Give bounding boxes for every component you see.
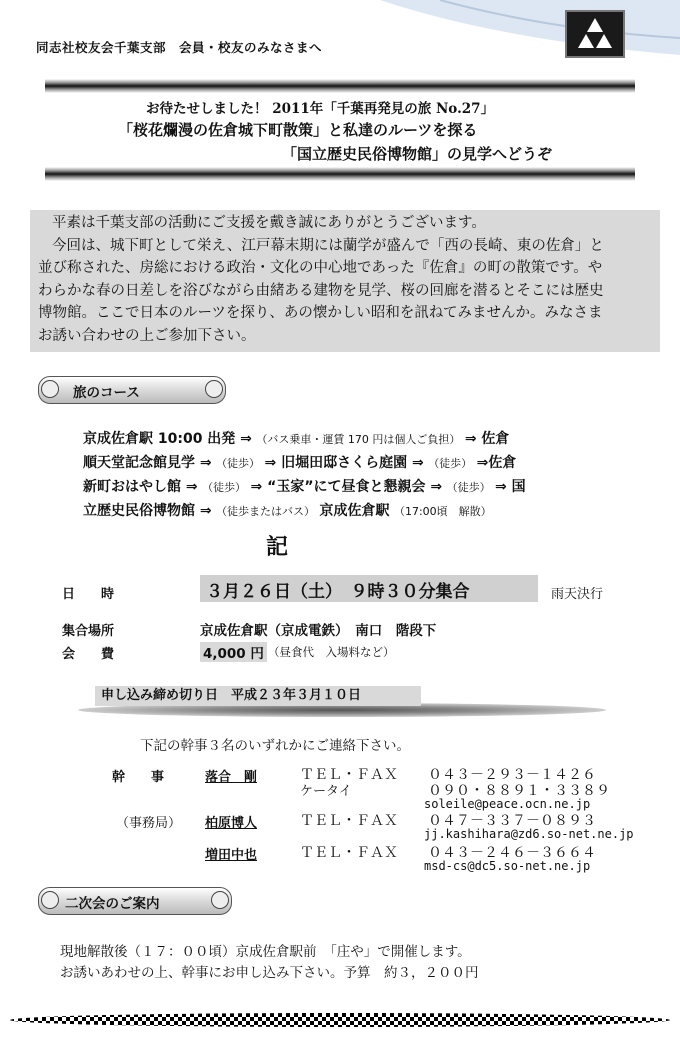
title-top-bar: [45, 79, 635, 93]
tel-label: ＴＥＬ・ＦＡＸ: [300, 767, 398, 783]
intro-line: 今回は、城下町として栄え、江戸幕末期には蘭学が盛んで「西の長崎、東の佐倉」と: [52, 237, 604, 254]
contact-intro: 下記の幹事３名のいずれかにご連絡下さい。: [140, 738, 410, 754]
course-line: 京成佐倉駅 10:00 出発 ⇒ （バス乗車・運賃 170 円は個人ご負担） ⇒ 佐倉: [83, 431, 510, 447]
intro-box: [30, 210, 660, 352]
second-party-heading-scroll: [38, 887, 232, 915]
second-party-heading: 二次会のご案内: [65, 896, 160, 912]
tel-number: ０４３－２４６－３６６４: [428, 845, 596, 861]
second-party-line: 現地解散後（１７：００頃）京成佐倉駅前 「庄や」で開催します。: [60, 944, 471, 960]
deadline-text: 申し込み締め切り日 平成２３年３月１０日: [95, 686, 421, 706]
fee-value: 4,000 円: [200, 642, 267, 662]
intro-line: 博物館。ここで日本のルーツを探り、あの懐かしい昭和を訊ねてみませんか。みなさま: [38, 305, 603, 321]
contact-name: 落合 剛: [205, 770, 258, 785]
office-label: （事務局）: [116, 816, 182, 831]
course-heading-scroll: [38, 376, 226, 404]
place-value: 京成佐倉駅（京成電鉄） 南口 階段下: [200, 623, 437, 639]
course-line: 立歴史民俗博物館 ⇒ （徒歩またはバス） 京成佐倉駅 （17:00頃 解散）: [83, 503, 492, 519]
intro-line: お誘い合わせの上ご参加下さい。: [38, 327, 256, 344]
email-link[interactable]: soleile@peace.ocn.ne.jp: [424, 797, 591, 811]
course-line: 順天堂記念館見学 ⇒ （徒歩） ⇒ 旧堀田邸さくら庭園 ⇒ （徒歩） ⇒佐倉: [83, 455, 517, 471]
title-bottom-bar: [45, 167, 635, 181]
date-label: 日 時: [62, 587, 115, 602]
header-swoosh: [380, 0, 680, 70]
tel-label: ＴＥＬ・ＦＡＸ: [300, 813, 398, 829]
tel-number: ０４７－３３７－０８９３: [428, 813, 596, 829]
title-line-3: 「国立歴史民俗博物館」の見学へどうぞ: [282, 145, 553, 163]
email-link[interactable]: jj.kashihara@zd6.so-net.ne.jp: [424, 827, 634, 841]
footer-decoration: [10, 1013, 670, 1027]
contact-name: 増田中也: [205, 848, 258, 863]
triforce-logo-icon: [565, 10, 625, 58]
place-label: 集合場所: [62, 624, 115, 639]
tel-number: ０４３－２９３－１４２６: [428, 767, 596, 783]
email-link[interactable]: msd-cs@dc5.so-net.ne.jp: [424, 859, 591, 873]
recipient-line: 同志社校友会千葉支部 会員・校友のみなさまへ: [36, 40, 323, 55]
course-line: 新町おはやし館 ⇒ （徒歩） ⇒ “玉家”にて昼食と懇親会 ⇒ （徒歩） ⇒ 国: [83, 479, 526, 495]
rain-note: 雨天決行: [551, 587, 604, 602]
title-line-1: お待たせしました！ 2011年「千葉再発見の旅 No.27」: [146, 101, 495, 117]
second-party-line: お誘いあわせの上、幹事にお申し込み下さい。予算 約３，２００円: [60, 965, 479, 981]
course-heading: 旅のコース: [73, 385, 140, 401]
date-value: ３月２６日（土） ９時３０分集合: [206, 582, 470, 602]
intro-line: 並び称された、房総における政治・文化の中心地であった『佐倉』の町の散策です。や: [38, 260, 603, 276]
ki-heading: 記: [266, 535, 289, 560]
tel-label: ＴＥＬ・ＦＡＸ: [300, 845, 398, 861]
title-line-2: 「桜花爛漫の佐倉城下町散策」と私達のルーツを探る: [118, 121, 478, 139]
intro-line: わらかな春の日差しを浴びながら由緒ある建物を見学、桜の回廊を潜るとそこには歴史: [38, 282, 604, 299]
fee-label: 会 費: [62, 647, 115, 662]
date-box: [200, 575, 538, 602]
intro-line: 平素は千葉支部の活動にご支援を戴き誠にありがとうございます。: [52, 215, 486, 231]
mobile-label: ケータイ: [300, 784, 352, 799]
fee-note: （昼食代 入場料など）: [268, 645, 395, 659]
mobile-number: ０９０・８８９１・３３８９: [428, 783, 610, 799]
kanji-label: 幹 事: [112, 770, 165, 785]
contact-name: 柏原博人: [205, 816, 258, 831]
